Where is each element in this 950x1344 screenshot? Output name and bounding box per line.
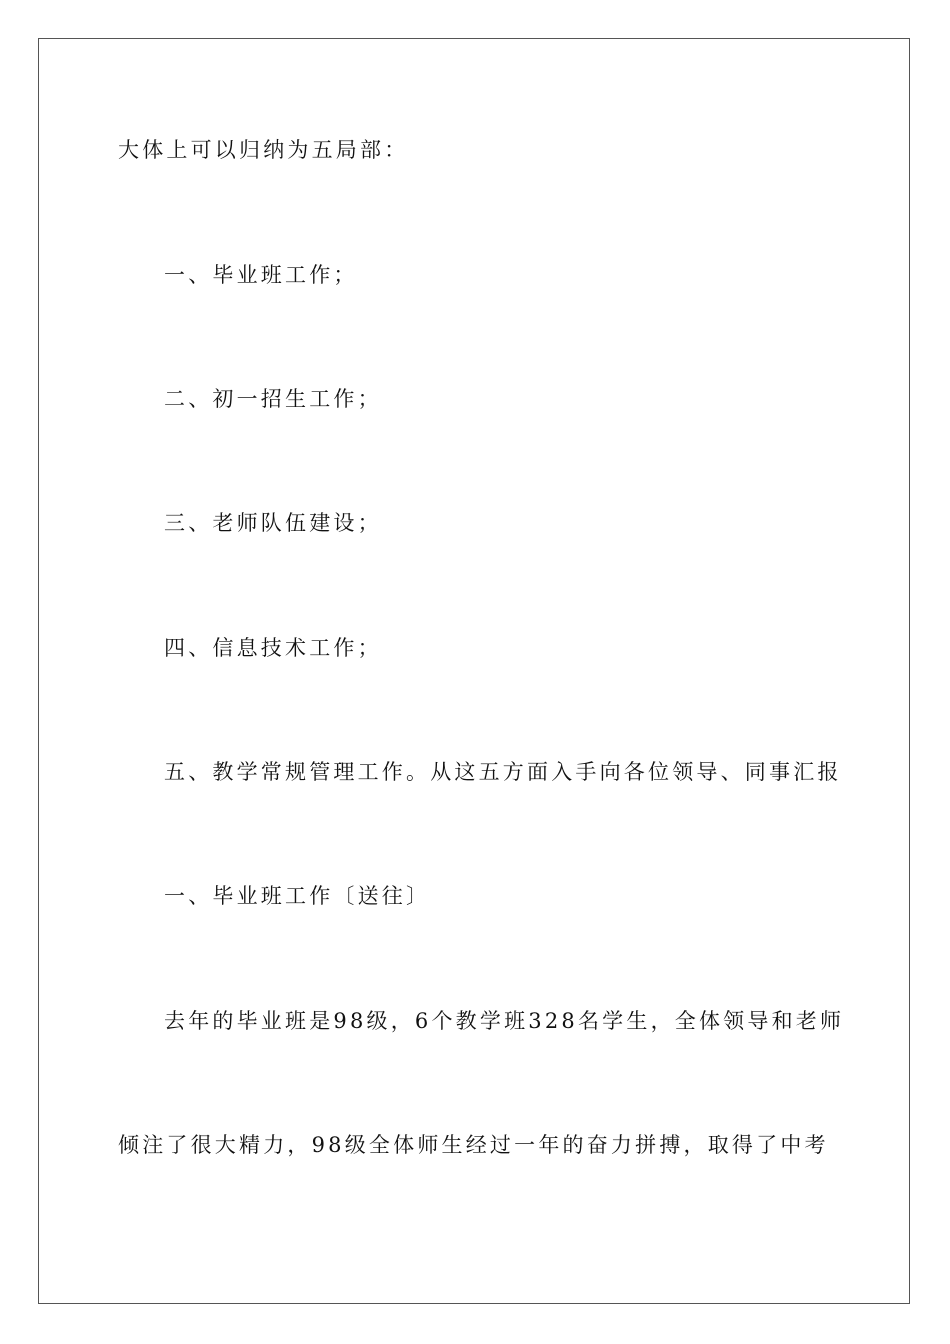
paragraph-line-8: 去年的毕业班是98级，6个教学班328名学生，全体领导和老师 (164, 1009, 845, 1033)
paragraph-line-2: 一、毕业班工作； (164, 263, 358, 287)
paragraph-line-5: 四、信息技术工作； (164, 636, 382, 660)
paragraph-line-3: 二、初一招生工作； (164, 387, 382, 411)
paragraph-line-1: 大体上可以归纳为五局部： (118, 138, 409, 162)
section-heading: 一、毕业班工作〔送往〕 (164, 884, 431, 908)
paragraph-line-6: 五、教学常规管理工作。从这五方面入手向各位领导、同事汇报 (164, 760, 842, 784)
paragraph-line-4: 三、老师队伍建设； (164, 511, 382, 535)
page-border (38, 38, 910, 1304)
paragraph-line-9: 倾注了很大精力，98级全体师生经过一年的奋力拼搏，取得了中考 (118, 1133, 829, 1157)
